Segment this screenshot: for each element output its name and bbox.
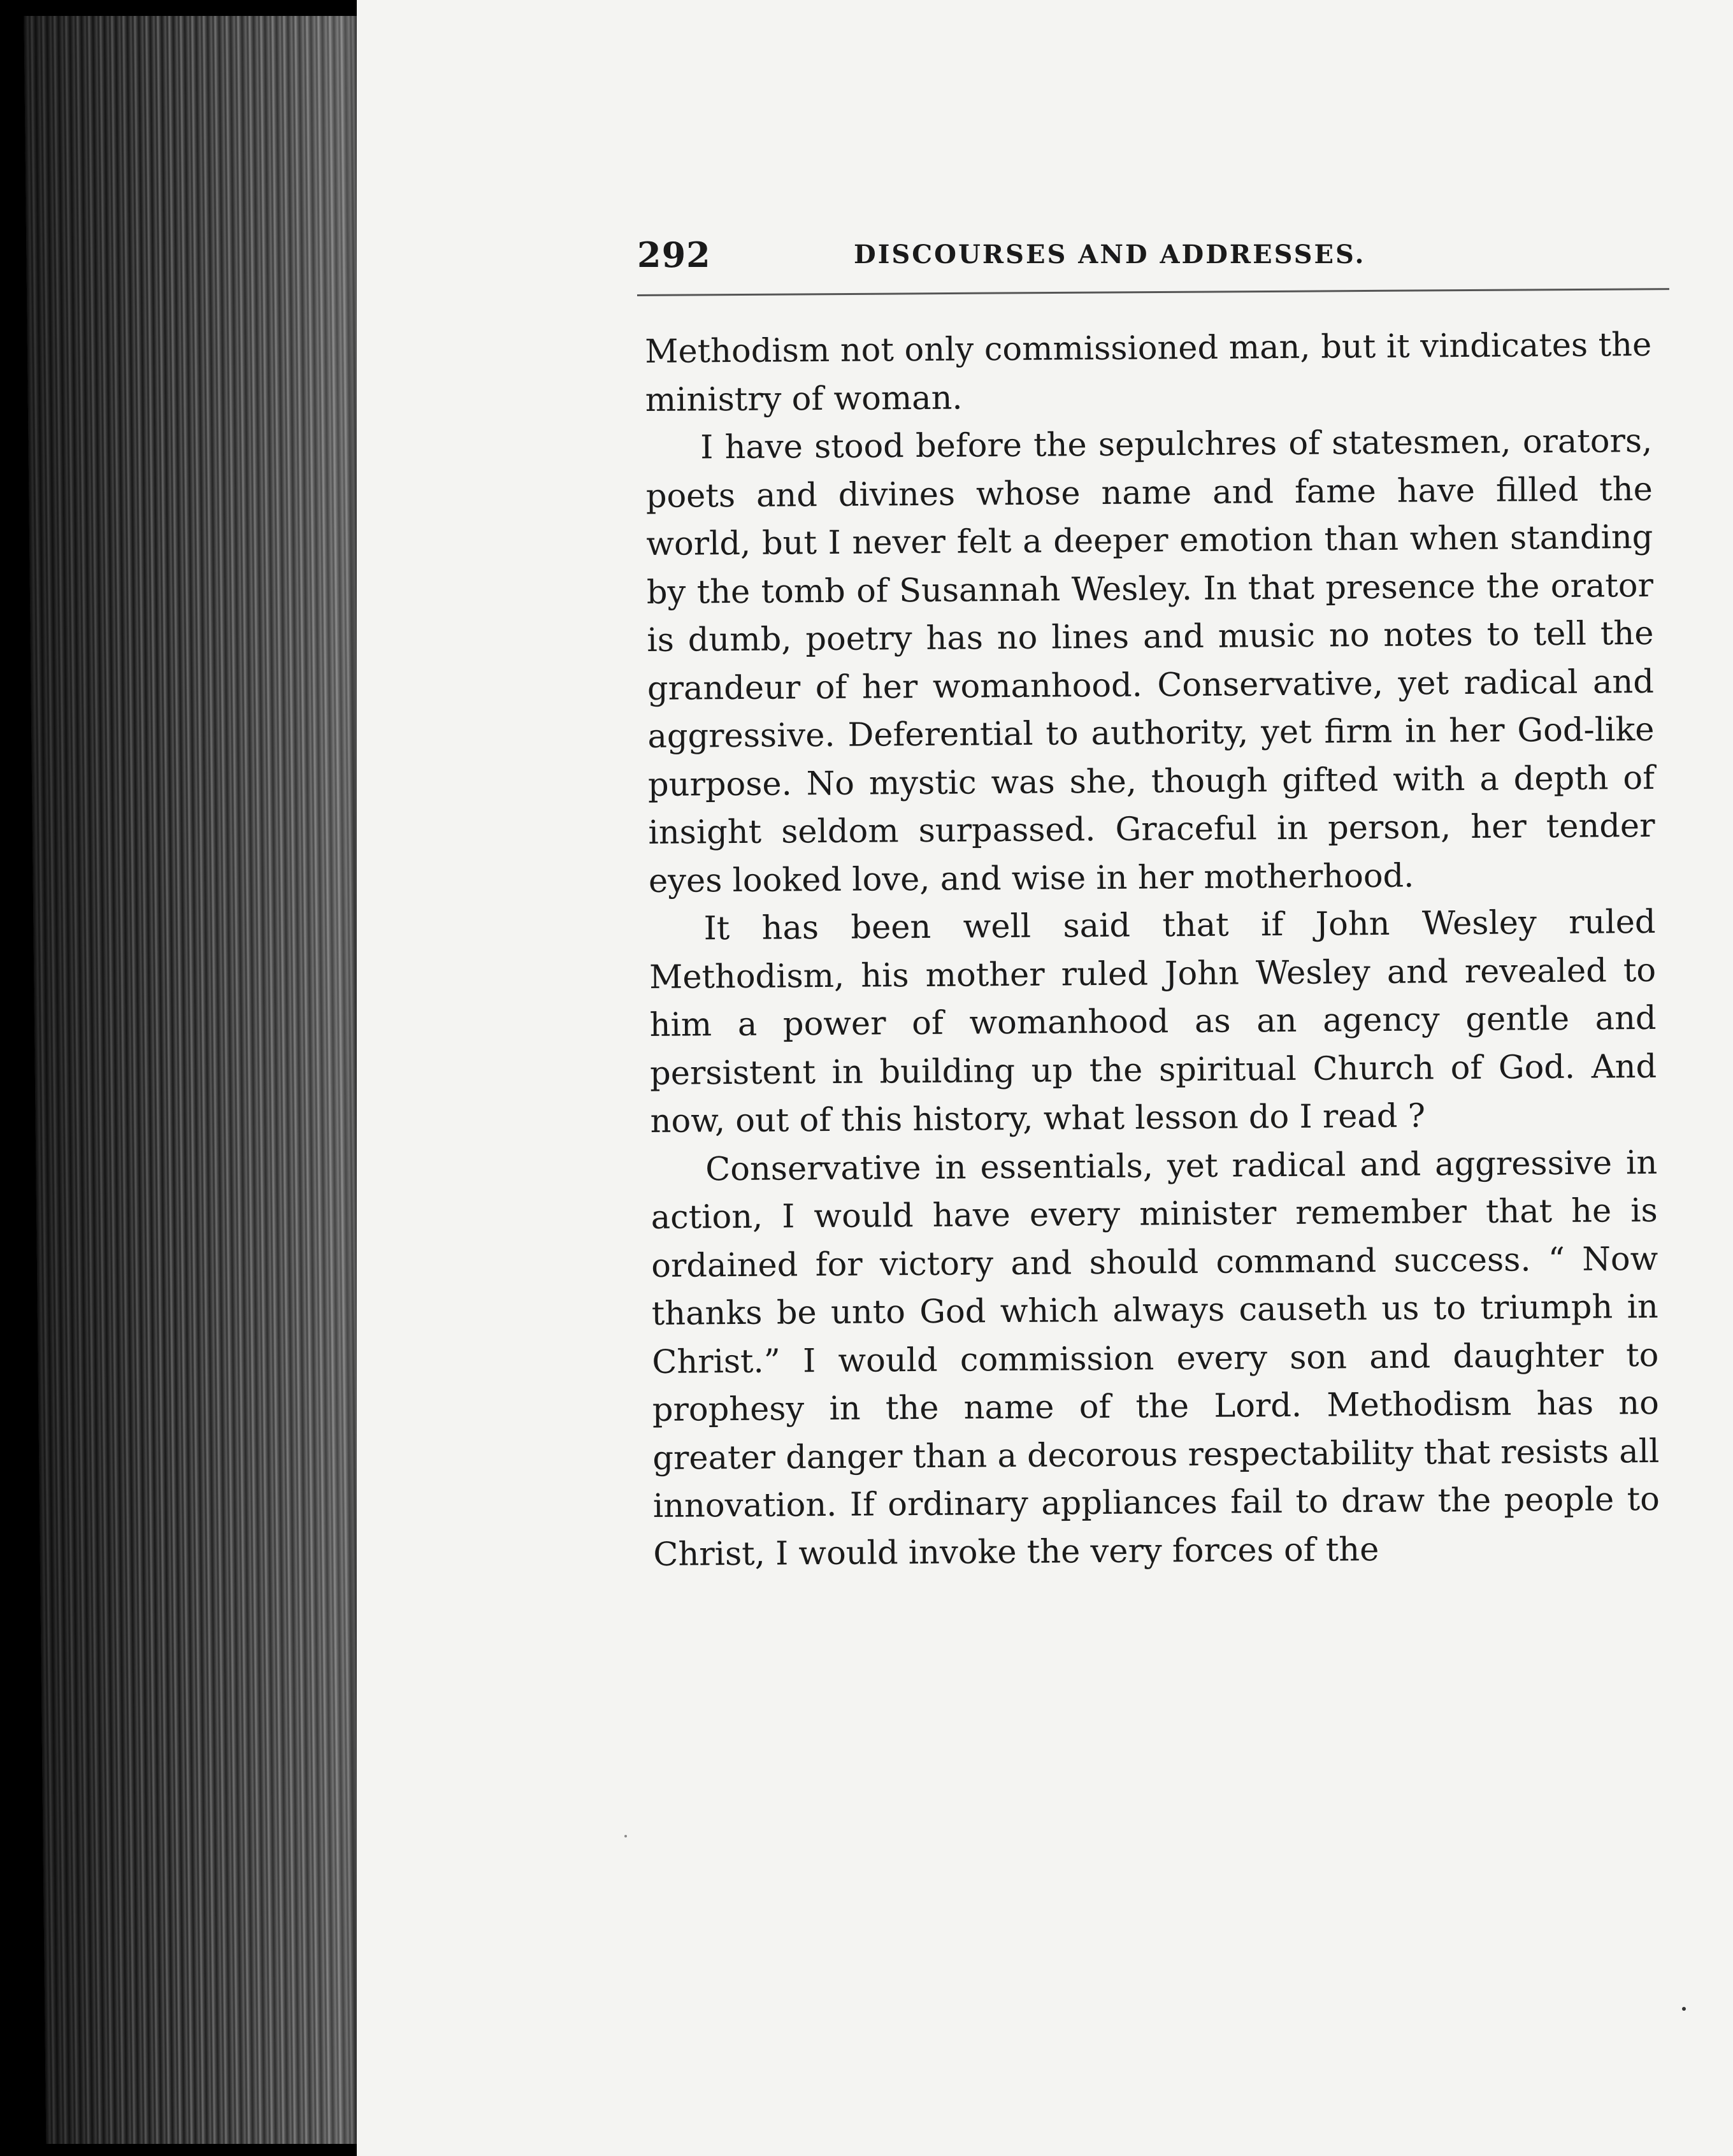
header-rule <box>637 288 1669 296</box>
page-number: 292 <box>637 234 711 275</box>
scan-speck <box>624 1835 627 1837</box>
paragraph-3: It has been well said that if John Wesley ruled Methodism, his mother ruled John Wesley and revealed to him a power of womanhood as an agency gentle and persistent in building up the spiritual Church of God. And now, out of this history, what lesson do I read ? <box>649 903 1657 1140</box>
paragraph-4: Conservative in essentials, yet radical and aggressive in action, I would have every minister remember that he is ordained for victory and should command success. “ Now thanks be unto God which always causeth us to triumph in Christ.” I would commission every son and daughter to prophesy in the name of the Lord. Methodism has no greater danger than a decorous respectability that resists all innovation. If ordinary appliances fail to draw the people to Christ, I would invoke the very forces of the <box>651 1144 1660 1574</box>
paragraph-1: Methodism not only commissioned man, but it vindicates the ministry of woman. <box>645 326 1652 419</box>
scan-speck <box>1682 2007 1686 2011</box>
running-title: DISCOURSES AND ADDRESSES. <box>854 240 1366 270</box>
body-text <box>645 321 1660 1579</box>
paragraph-2: I have stood before the sepulchres of statesmen, orators, poets and divines whose name and fame have filled the world, but I never felt a deeper emotion than when standing by the tomb of Susannah Wesley. In that presence the orator is dumb, poetry has no lines and music no notes to tell the grandeur of her womanhood. Conservative, yet radical and aggressive. Deferential to authority, yet firm in her God-like purpose. No mystic was she, though gifted with a depth of insight seldom surpassed. Graceful in person, her tender eyes looked love, and wise in her motherhood. <box>645 422 1655 900</box>
running-head <box>637 234 1695 285</box>
printed-page <box>357 0 1733 2156</box>
